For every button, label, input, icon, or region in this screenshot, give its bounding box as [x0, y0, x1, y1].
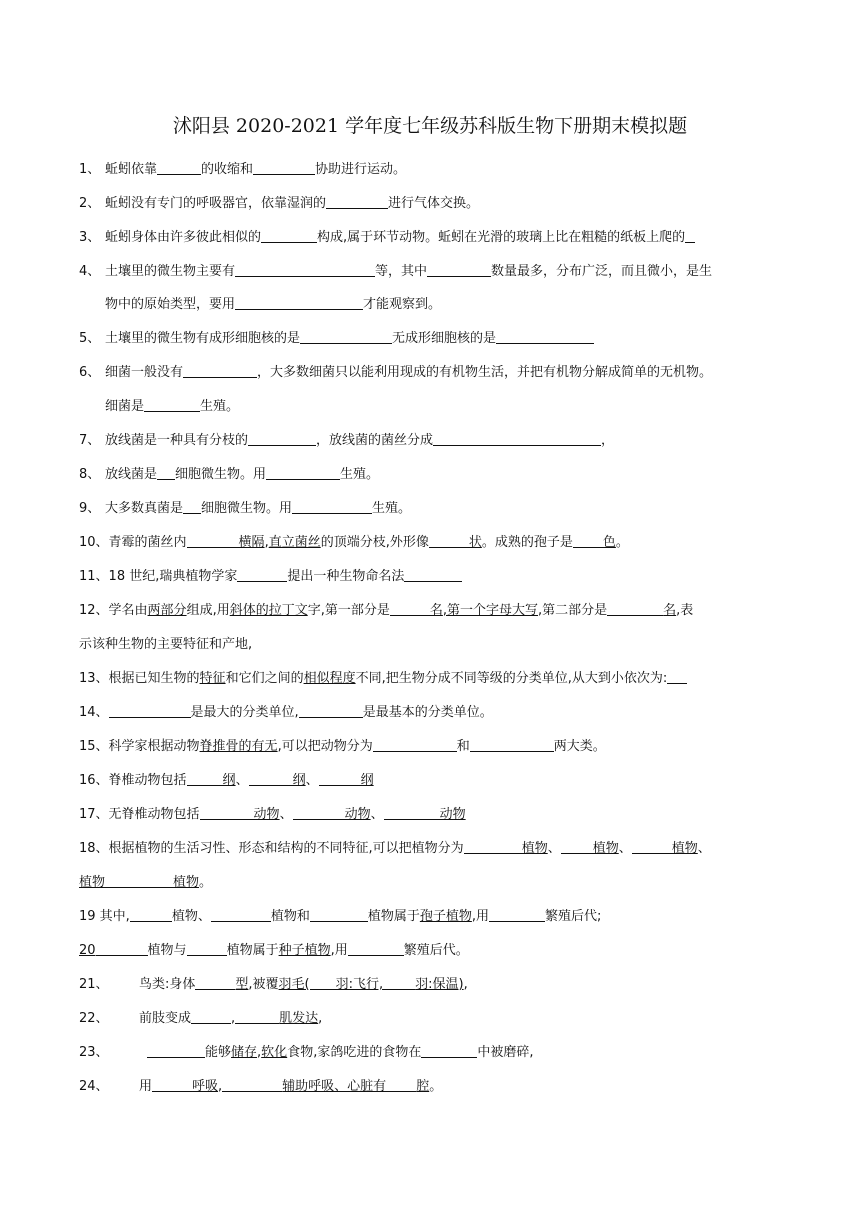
question-24: 24、 用 呼吸, 辅助呼吸、心脏有 腔。	[79, 1079, 443, 1094]
question-16: 16、脊椎动物包括 纲、 纲、 纲	[79, 773, 374, 788]
answer-blank[interactable]	[464, 840, 522, 854]
question-18-continued: 植物 植物。	[79, 875, 213, 890]
answer-blank[interactable]	[390, 602, 430, 616]
answer-blank[interactable]	[105, 874, 173, 888]
answer-blank[interactable]	[191, 1010, 231, 1024]
question-13: 13、根据已知生物的特征和它们之间的相似程度不同,把生物分成不同等级的分类单位,从大到小依次为:	[79, 667, 784, 686]
answer-blank[interactable]	[573, 534, 603, 548]
question-5: 5、 土壤里的微生物有成形细胞核的是 无成形细胞核的是	[79, 327, 784, 346]
page-title: 沭阳县 2020-2021 学年度七年级苏科版生物下册期末模拟题	[172, 115, 688, 137]
question-4-continued: 物中的原始类型，要用 才能观察到。	[105, 297, 442, 312]
answer-blank[interactable]	[326, 195, 388, 209]
answer-blank[interactable]	[383, 976, 415, 990]
question-6: 6、 细菌一般没有 ，大多数细菌只以能利用现成的有机物生活，并把有机物分解成简单的无机物。	[79, 365, 713, 380]
answer-blank[interactable]	[427, 263, 491, 277]
answer-blank[interactable]	[561, 840, 593, 854]
answer-blank[interactable]	[386, 1078, 416, 1092]
question-1: 1、 蚯蚓依靠 的收缩和 协助进行运动。	[79, 162, 407, 177]
question-15: 15、科学家根据动物脊推骨的有无,可以把动物分为 和 两大类。	[79, 739, 606, 754]
answer-blank[interactable]	[235, 296, 363, 310]
answer-blank[interactable]	[299, 704, 363, 718]
question-19: 19 其中, 植物、 植物和 植物属于孢子植物,用 繁殖后代;	[79, 909, 602, 924]
answer-blank[interactable]	[310, 908, 368, 922]
answer-blank[interactable]	[373, 738, 457, 752]
question-22: 22、 前肢变成 , 肌发达,	[79, 1011, 323, 1026]
answer-blank[interactable]	[130, 908, 172, 922]
answer-blank[interactable]	[632, 840, 672, 854]
answer-blank[interactable]	[300, 330, 392, 344]
question-21: 21、 鸟类:身体 型,被覆羽毛( 羽:飞行, 羽:保温),	[79, 977, 468, 992]
answer-blank[interactable]	[248, 432, 316, 446]
question-17: 17、无脊椎动物包括 动物、 动物、 动物	[79, 807, 466, 822]
answer-blank[interactable]	[421, 1044, 477, 1058]
answer-blank[interactable]	[235, 1010, 279, 1024]
answer-blank[interactable]	[157, 161, 201, 175]
answer-blank[interactable]	[293, 806, 345, 820]
answer-blank[interactable]	[470, 738, 554, 752]
answer-blank[interactable]	[187, 772, 223, 786]
answer-blank[interactable]	[496, 330, 594, 344]
answer-blank[interactable]	[292, 500, 372, 514]
question-14: 14、 是最大的分类单位, 是最基本的分类单位。	[79, 705, 493, 720]
question-12: 12、学名由两部分组成,用斜体的拉丁文字,第一部分是 名,第一个字母大写,第二部分是 名,表	[79, 603, 694, 618]
question-23: 23、 能够储存,软化食物,家鸽吃进的食物在 中被磨碎,	[79, 1045, 534, 1060]
answer-blank[interactable]	[429, 534, 469, 548]
answer-blank[interactable]	[319, 772, 361, 786]
answer-blank[interactable]	[489, 908, 545, 922]
answer-blank[interactable]	[261, 229, 317, 243]
answer-blank[interactable]	[237, 568, 287, 582]
question-8: 8、 放线菌是 细胞微生物。用 生殖。	[79, 467, 380, 482]
answer-blank[interactable]	[183, 500, 201, 514]
answer-blank[interactable]	[183, 364, 257, 378]
answer-blank[interactable]	[348, 942, 404, 956]
question-3: 3、 蚯蚓身体由许多彼此相似的 构成,属于环节动物。蚯蚓在光滑的玻璃上比在粗糙的纸板上爬的	[79, 226, 784, 245]
answer-blank[interactable]	[147, 1044, 205, 1058]
question-10: 10、青霉的菌丝内 横隔,直立菌丝的顶端分枝,外形像 状。成熟的孢子是 色。	[79, 535, 629, 550]
answer-blank[interactable]	[152, 1078, 192, 1092]
answer-blank[interactable]	[187, 534, 239, 548]
answer-blank[interactable]	[200, 806, 254, 820]
answer-blank[interactable]	[310, 976, 336, 990]
answer-blank[interactable]	[222, 1078, 282, 1092]
answer-blank[interactable]	[266, 466, 340, 480]
question-6-continued: 细菌是 生殖。	[105, 399, 240, 414]
answer-blank[interactable]	[685, 229, 695, 243]
question-9: 9、 大多数真菌是 细胞微生物。用 生殖。	[79, 501, 412, 516]
question-18: 18、根据植物的生活习性、形态和结构的不同特征,可以把植物分为 植物、 植物、 植物、	[79, 841, 711, 856]
answer-blank[interactable]	[433, 432, 601, 446]
question-12-continued: 示该种生物的主要特征和产地,	[79, 637, 253, 652]
question-4: 4、 土壤里的微生物主要有 等，其中 数量最多，分布广泛，而且微小，是生	[79, 264, 713, 279]
answer-blank[interactable]	[667, 670, 687, 684]
answer-blank[interactable]	[235, 263, 375, 277]
answer-blank[interactable]	[144, 398, 200, 412]
answer-blank[interactable]	[211, 908, 271, 922]
answer-blank[interactable]	[253, 161, 315, 175]
answer-blank[interactable]	[404, 568, 462, 582]
answer-blank[interactable]	[607, 602, 663, 616]
question-7: 7、 放线菌是一种具有分枝的 ，放线菌的菌丝分成 ，	[79, 433, 615, 448]
answer-blank[interactable]	[384, 806, 440, 820]
answer-blank[interactable]	[187, 942, 227, 956]
question-2: 2、 蚯蚓没有专门的呼吸器官，依靠湿润的 进行气体交换。	[79, 196, 480, 211]
answer-blank[interactable]	[96, 942, 148, 956]
answer-blank[interactable]	[157, 466, 175, 480]
answer-blank[interactable]	[249, 772, 293, 786]
question-20: 20 植物与 植物属于种子植物,用 繁殖后代。	[79, 943, 469, 958]
answer-blank[interactable]	[195, 976, 235, 990]
question-11: 11、18 世纪,瑞典植物学家 提出一种生物命名法	[79, 565, 784, 584]
answer-blank[interactable]	[109, 704, 191, 718]
